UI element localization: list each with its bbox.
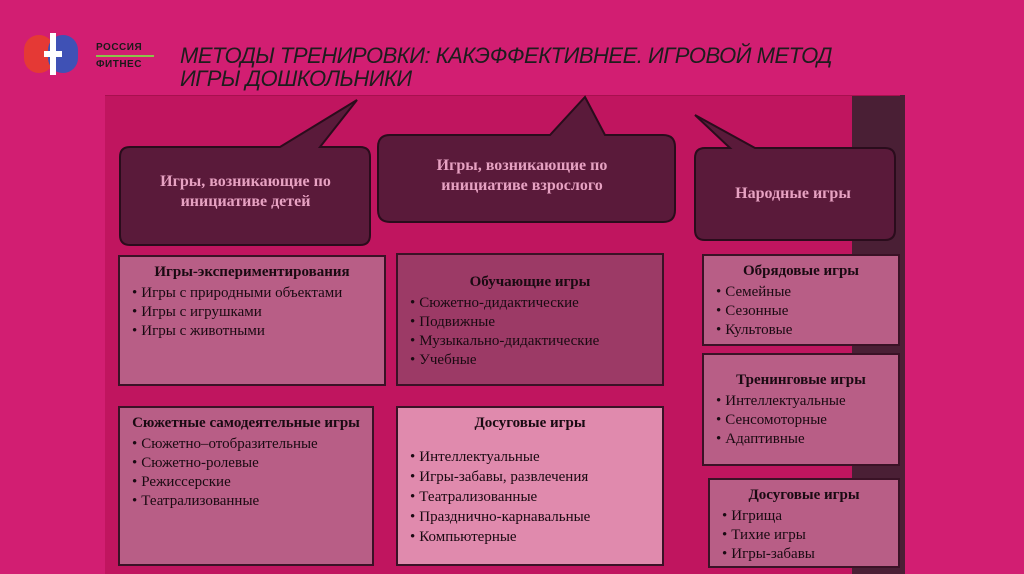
box-title: Обрядовые игры [742,263,860,279]
title-line1: МЕТОДЫ ТРЕНИРОВКИ: КАКЭФФЕКТИВНЕЕ. ИГРОВОЙ МЕТОД [180,43,832,68]
list-item: • Сезонные [712,302,890,321]
box-teaching-games [396,253,664,386]
list-item: • Сюжетно–отобразительные [128,435,364,454]
list-item: • Компьютерные [406,527,654,547]
list-item: • Подвижные [406,313,654,332]
list-item: • Игры-забавы [718,545,890,564]
brand-name [96,42,154,70]
box-training-games [702,353,900,466]
list-item: • Интеллектуальные [712,392,890,411]
box-leisure-games-folk [708,478,900,568]
bubble-folk-text: Народные игры [735,185,851,202]
list-item: • Театрализованные [406,487,654,507]
list-item: • Учебные [406,351,654,370]
box-title: Сюжетные самодеятельные игры [132,415,360,431]
list-item: • Игры с природными объектами [128,284,376,303]
russia-fitness-logo [22,33,92,75]
list-item: • Культовые [712,321,890,340]
list-item: • Сюжетно-дидактические [406,294,654,313]
list-item: • Театрализованные [128,492,364,511]
bubble-children-text: Игры, возникающие по инициативе детей [160,173,331,210]
box-title: Тренинговые игры [736,372,866,388]
list-item: • Сенсомоторные [712,411,890,430]
list-item: • Адаптивные [712,430,890,449]
brand-line2: ФИТНЕС [96,59,142,70]
list-item: • Игры с животными [128,322,376,341]
brand-divider [96,55,154,57]
box-title: Обучающие игры [469,274,591,290]
bubble-adult-text: Игры, возникающие по инициативе взрослого [436,157,608,194]
box-ritual-games [702,254,900,346]
page-title [180,44,880,90]
list-item: • Интеллектуальные [406,447,654,467]
title-line2: ИГРЫ ДОШКОЛЬНИКИ [180,66,412,91]
list-item: • Сюжетно-ролевые [128,454,364,473]
list-item: • Игры-забавы, развлечения [406,467,654,487]
list-item: • Празднично-карнавальные [406,507,654,527]
bubble-folk-shape [695,115,895,240]
box-leisure-games [396,406,664,566]
brand-line1: РОССИЯ [96,42,143,53]
list-item: • Игрища [718,507,890,526]
box-experiment-games [118,255,386,386]
list-item: • Музыкально-дидактические [406,332,654,351]
box-plot-games [118,406,374,566]
box-title: Игры-экспериментирования [154,264,350,280]
list-item: • Игры с игрушками [128,303,376,322]
list-item: • Тихие игры [718,526,890,545]
box-title: Досуговые игры [474,415,586,431]
list-item: • Режиссерские [128,473,364,492]
box-title: Досуговые игры [748,487,860,503]
list-item: • Семейные [712,283,890,302]
